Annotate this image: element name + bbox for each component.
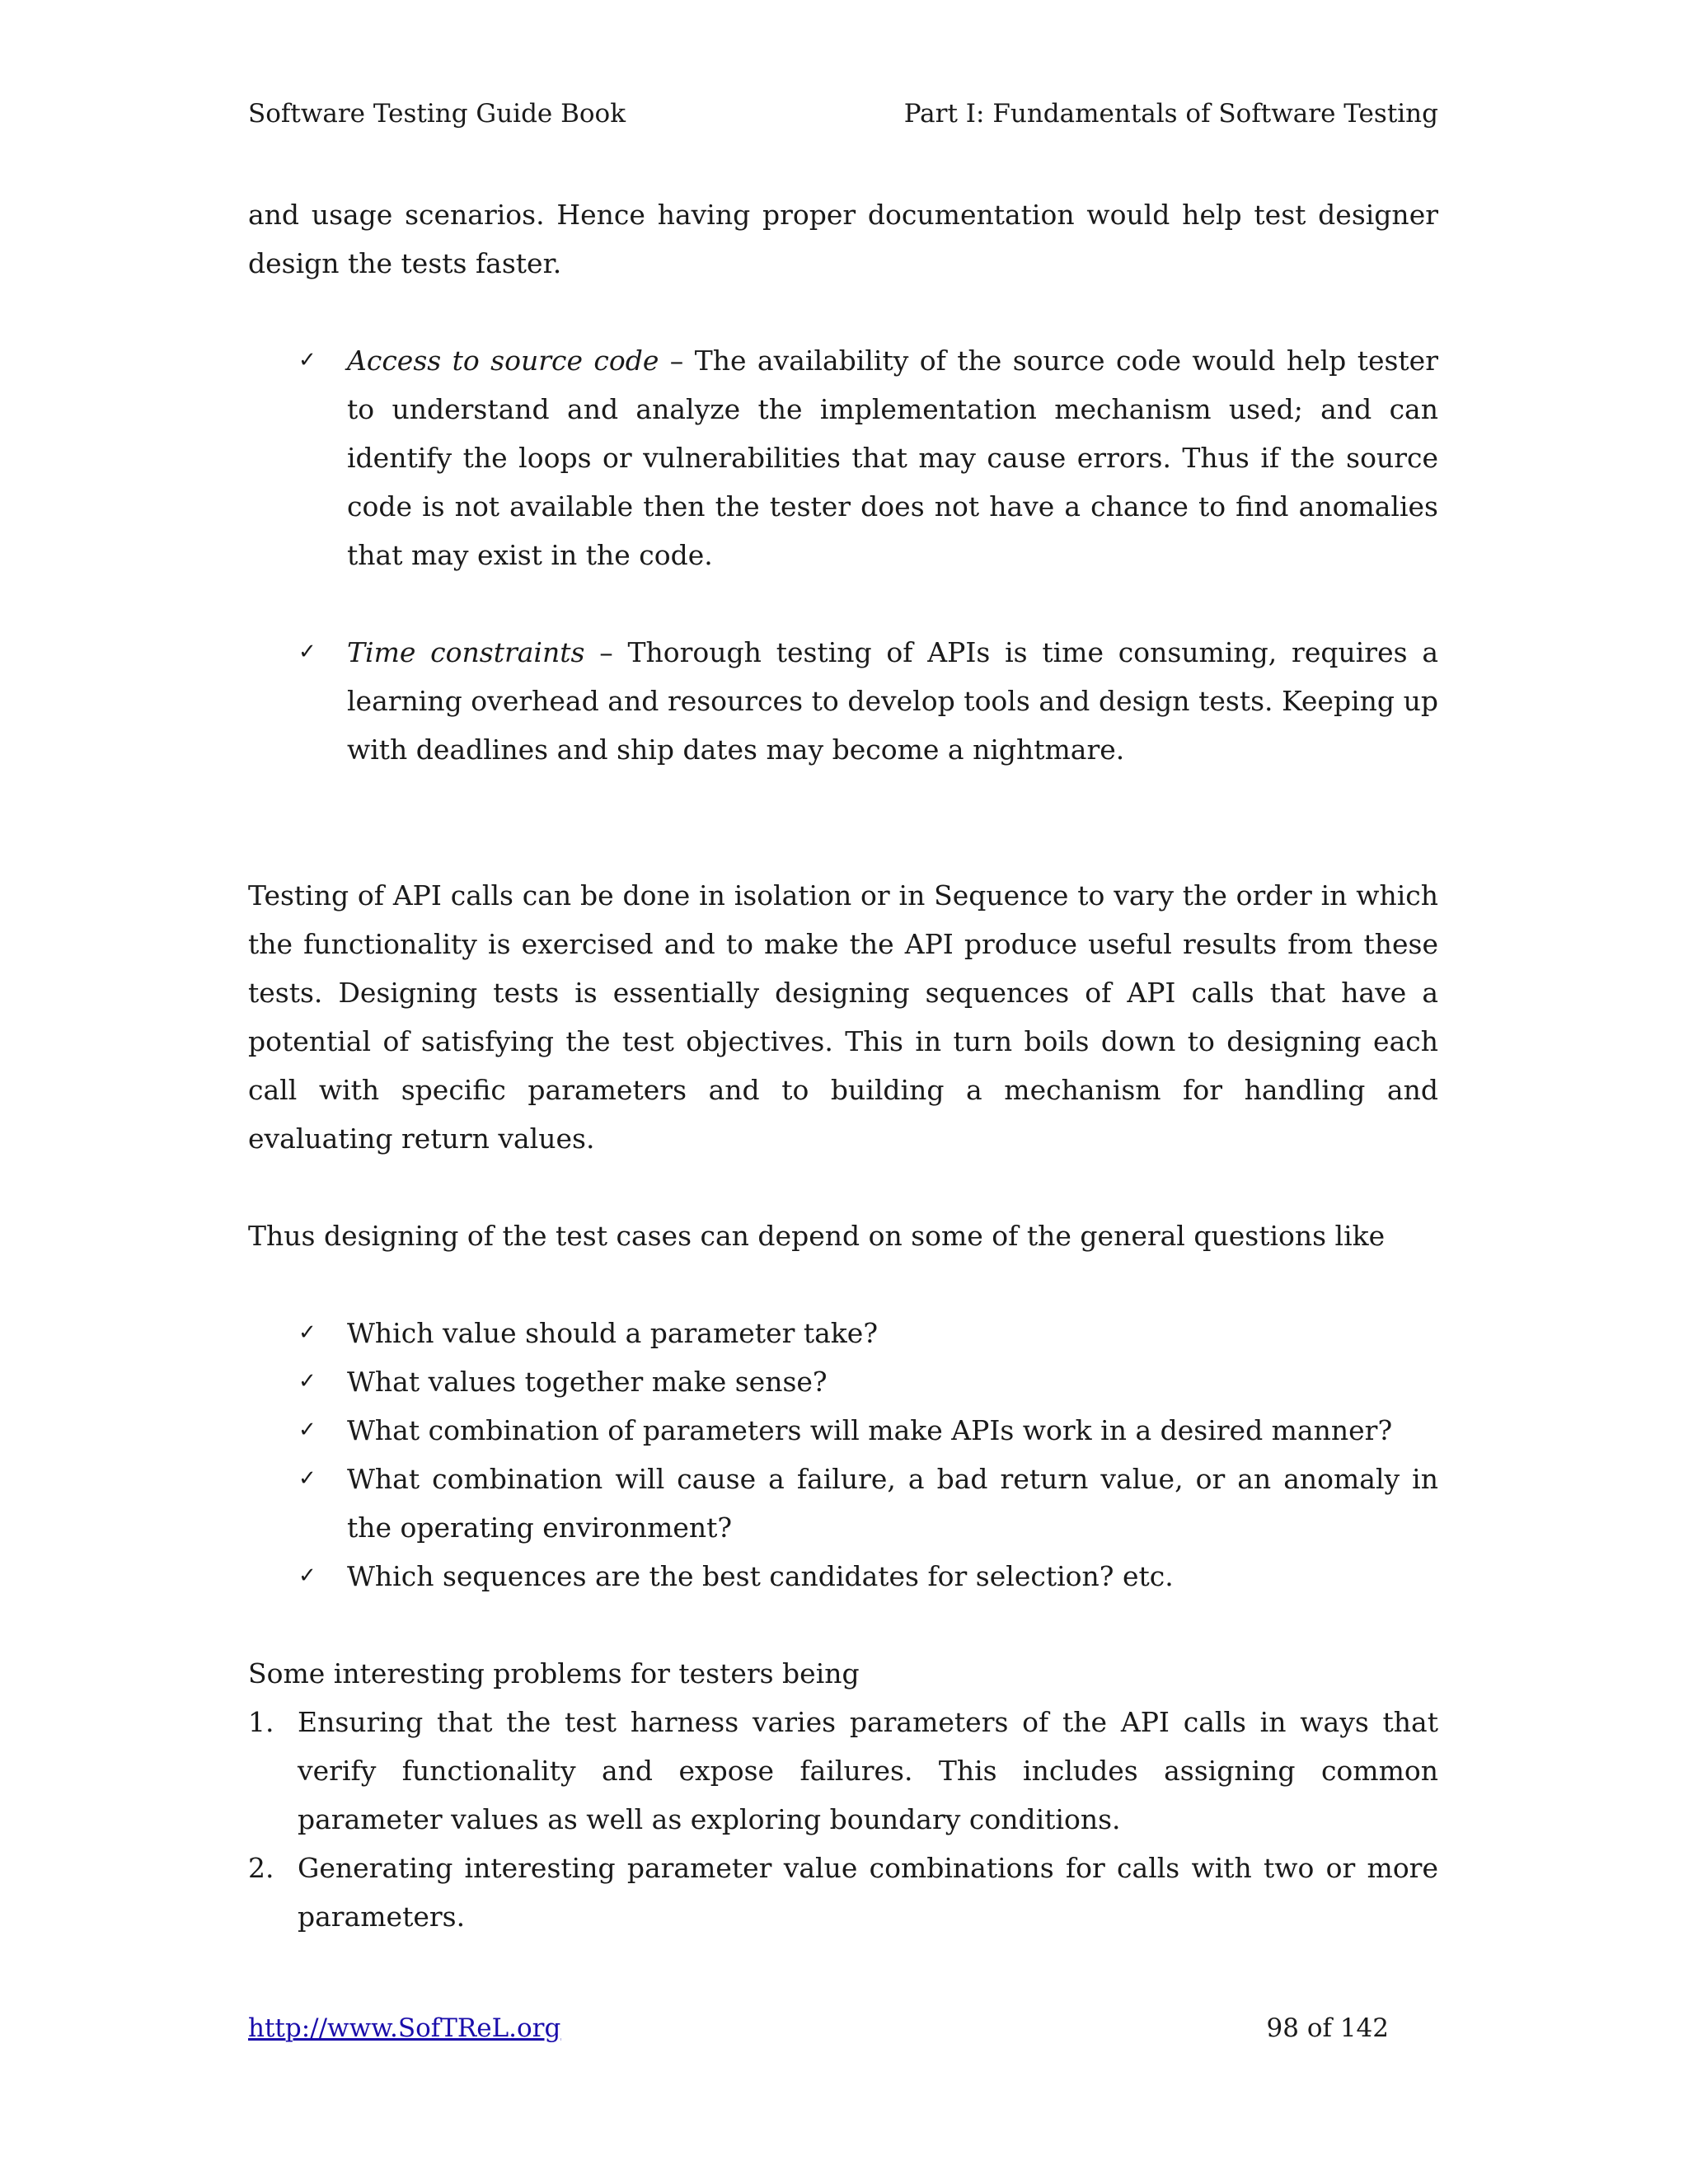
list-item [248, 1552, 1438, 1601]
problems-list [248, 1698, 1438, 1941]
checkmark-icon: ✓ [298, 1563, 316, 1588]
header-part-title: Part I: Fundamentals of Software Testing [903, 99, 1438, 129]
question-text: What combination of parameters will make APIs work in a desired manner? [347, 1414, 1393, 1446]
challenge-item-source-code [248, 336, 1438, 579]
question-text: Which value should a parameter take? [347, 1317, 879, 1349]
checkmark-icon: ✓ [298, 640, 316, 664]
list-number: 1. [248, 1706, 274, 1738]
checkmark-icon: ✓ [298, 1320, 316, 1345]
checkmark-icon: ✓ [298, 1418, 316, 1442]
challenge-term: Time constraints [347, 636, 585, 668]
list-item [248, 1698, 1438, 1844]
checkmark-icon: ✓ [298, 1466, 316, 1491]
list-number: 2. [248, 1852, 274, 1884]
challenge-description: – The availability of the source code would help tester to understand and analyze the implementation mechanism used; and can identify the loops or vulnerabilities that may cause errors. Thus if the source code is not available then the tester does not have a chance to find anomalies that may exist in the code. [347, 344, 1438, 571]
problem-text: Generating interesting parameter value combinations for calls with two or more parameters. [298, 1852, 1438, 1933]
challenge-description: – Thorough testing of APIs is time consuming, requires a learning overhead and resources to develop tools and design tests. Keeping up with deadlines and ship dates may become a nightmare. [347, 636, 1438, 766]
question-text: What values together make sense? [347, 1366, 828, 1398]
continued-paragraph: and usage scenarios. Hence having proper documentation would help test designer design the tests faster. [248, 199, 1438, 279]
list-item [248, 1455, 1438, 1552]
website-link[interactable]: http://www.SofTReL.org [248, 2013, 561, 2043]
page-header [248, 97, 1438, 130]
paragraph-general-questions: Thus designing of the test cases can depend on some of the general questions like [248, 1220, 1386, 1252]
list-item [248, 1357, 1438, 1406]
challenge-item-time-constraints [248, 628, 1438, 774]
page-number: 98 of 142 [1266, 2013, 1389, 2043]
header-book-title: Software Testing Guide Book [248, 99, 626, 129]
list-item [248, 1406, 1438, 1455]
question-text: What combination will cause a failure, a bad return value, or an anomaly in the operating environment? [347, 1463, 1438, 1544]
problems-intro: Some interesting problems for testers being [248, 1657, 860, 1690]
checkmark-icon: ✓ [298, 1369, 316, 1394]
checkmark-icon: ✓ [298, 348, 316, 373]
questions-list [248, 1309, 1438, 1601]
problem-text: Ensuring that the test harness varies parameters of the API calls in ways that verify functionality and expose failures. This includes assigning common parameter values as well as exploring boundary conditions. [298, 1706, 1438, 1835]
page-body [248, 190, 1438, 1941]
paragraph-api-testing: Testing of API calls can be done in isolation or in Sequence to vary the order in which the functionality is exercised and to make the API produce useful results from these tests. Designing tests is essentially designing sequences of API calls that have a potential of satisfying the test objectives. This in turn boils down to designing each call with specific parameters and to building a mechanism for handling and evaluating return values. [248, 879, 1438, 1155]
list-item [248, 1309, 1438, 1357]
question-text: Which sequences are the best candidates for selection? etc. [347, 1560, 1174, 1592]
list-item [248, 1844, 1438, 1941]
challenge-term: Access to source code [347, 344, 659, 377]
